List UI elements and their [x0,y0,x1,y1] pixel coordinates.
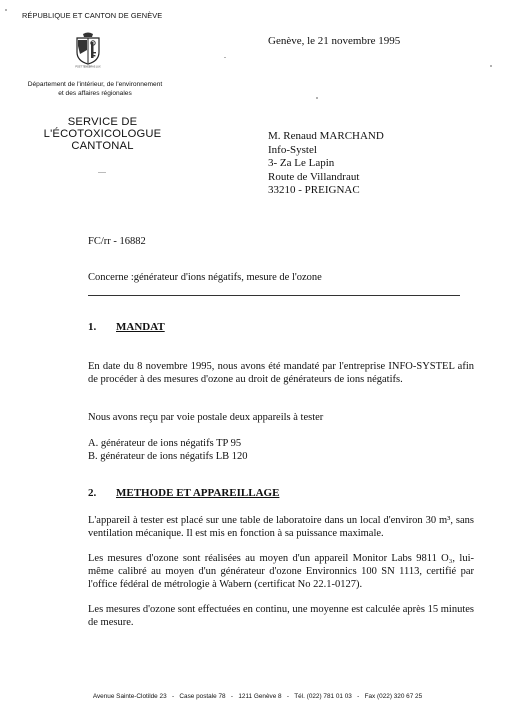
scan-speck [316,97,318,99]
recipient-address [268,130,384,198]
paragraph: L'appareil à tester est placé sur une table de laboratoire dans un local d'environ 30 m³, sans ventilation mécanique. Il est mis en fonction à sa puissance maximale. [88,515,474,540]
paragraph: Les mesures d'ozone sont effectuées en continu, une moyenne est calculée après 15 minutes de mesure. [88,604,474,629]
recipient-street: 3- Za Le Lapin [268,157,335,170]
reference-number: FC/rr - 16882 [88,236,146,247]
footer-contact: Avenue Sainte-Clotilde 23 - Case postale 78 - 1211 Genève 8 - Tél. (022) 781 01 03 - Fax (022) 320 67 25 [92,693,423,700]
section-title-methode: METHODE ET APPAREILLAGE [116,487,280,499]
scan-speck [5,9,7,11]
paragraph: Nous avons reçu par voie postale deux appareils à tester [88,412,324,423]
recipient-company: Info-Systel [268,143,317,156]
section-title-mandat: MANDAT [116,321,165,333]
subject-line: Concerne :générateur d'ions négatifs, mesure de l'ozone [88,272,322,283]
recipient-name: M. Renaud MARCHAND [268,130,384,142]
scan-speck [224,57,226,58]
list-item: A. générateur de ions négatifs TP 95 [88,438,242,449]
subject-divider [88,295,460,296]
paragraph: Les mesures d'ozone sont réalisées au moyen d'un appareil Monitor Labs 9811 O₃, lui-même calibré au moyen d'un générateur d'ozone Environnics 100 SN 1113, certifié par l'office fédéral de métrologie à Wabern (certificat No 22.1-0127). [88,553,474,591]
scan-speck [98,172,106,173]
service-name: SERVICE DE L'ÉCOTOXICOLOGUE CANTONAL [43,116,162,152]
paragraph: En date du 8 novembre 1995, nous avons été mandaté par l'entreprise INFO-SYSTEL afin de procéder à des mesures d'ozone au droit de générateurs de ions négatifs. [88,361,474,386]
recipient-route: Route de Villandraut [268,170,360,183]
department-name: Département de l'intérieur, de l'environnement et des affaires régionales [27,81,163,97]
letter-date: Genève, le 21 novembre 1995 [268,35,401,47]
state-header: RÉPUBLIQUE ET CANTON DE GENÈVE [22,11,163,20]
geneva-coat-of-arms-icon [74,32,102,68]
recipient-city: 33210 - PREIGNAC [268,184,360,197]
section-number: 2. [88,487,97,499]
crest-motto: POST TENEBRAS LUX [75,65,101,68]
scan-speck [490,65,492,67]
list-item: B. générateur de ions négatifs LB 120 [88,451,248,462]
section-number: 1. [88,321,97,333]
